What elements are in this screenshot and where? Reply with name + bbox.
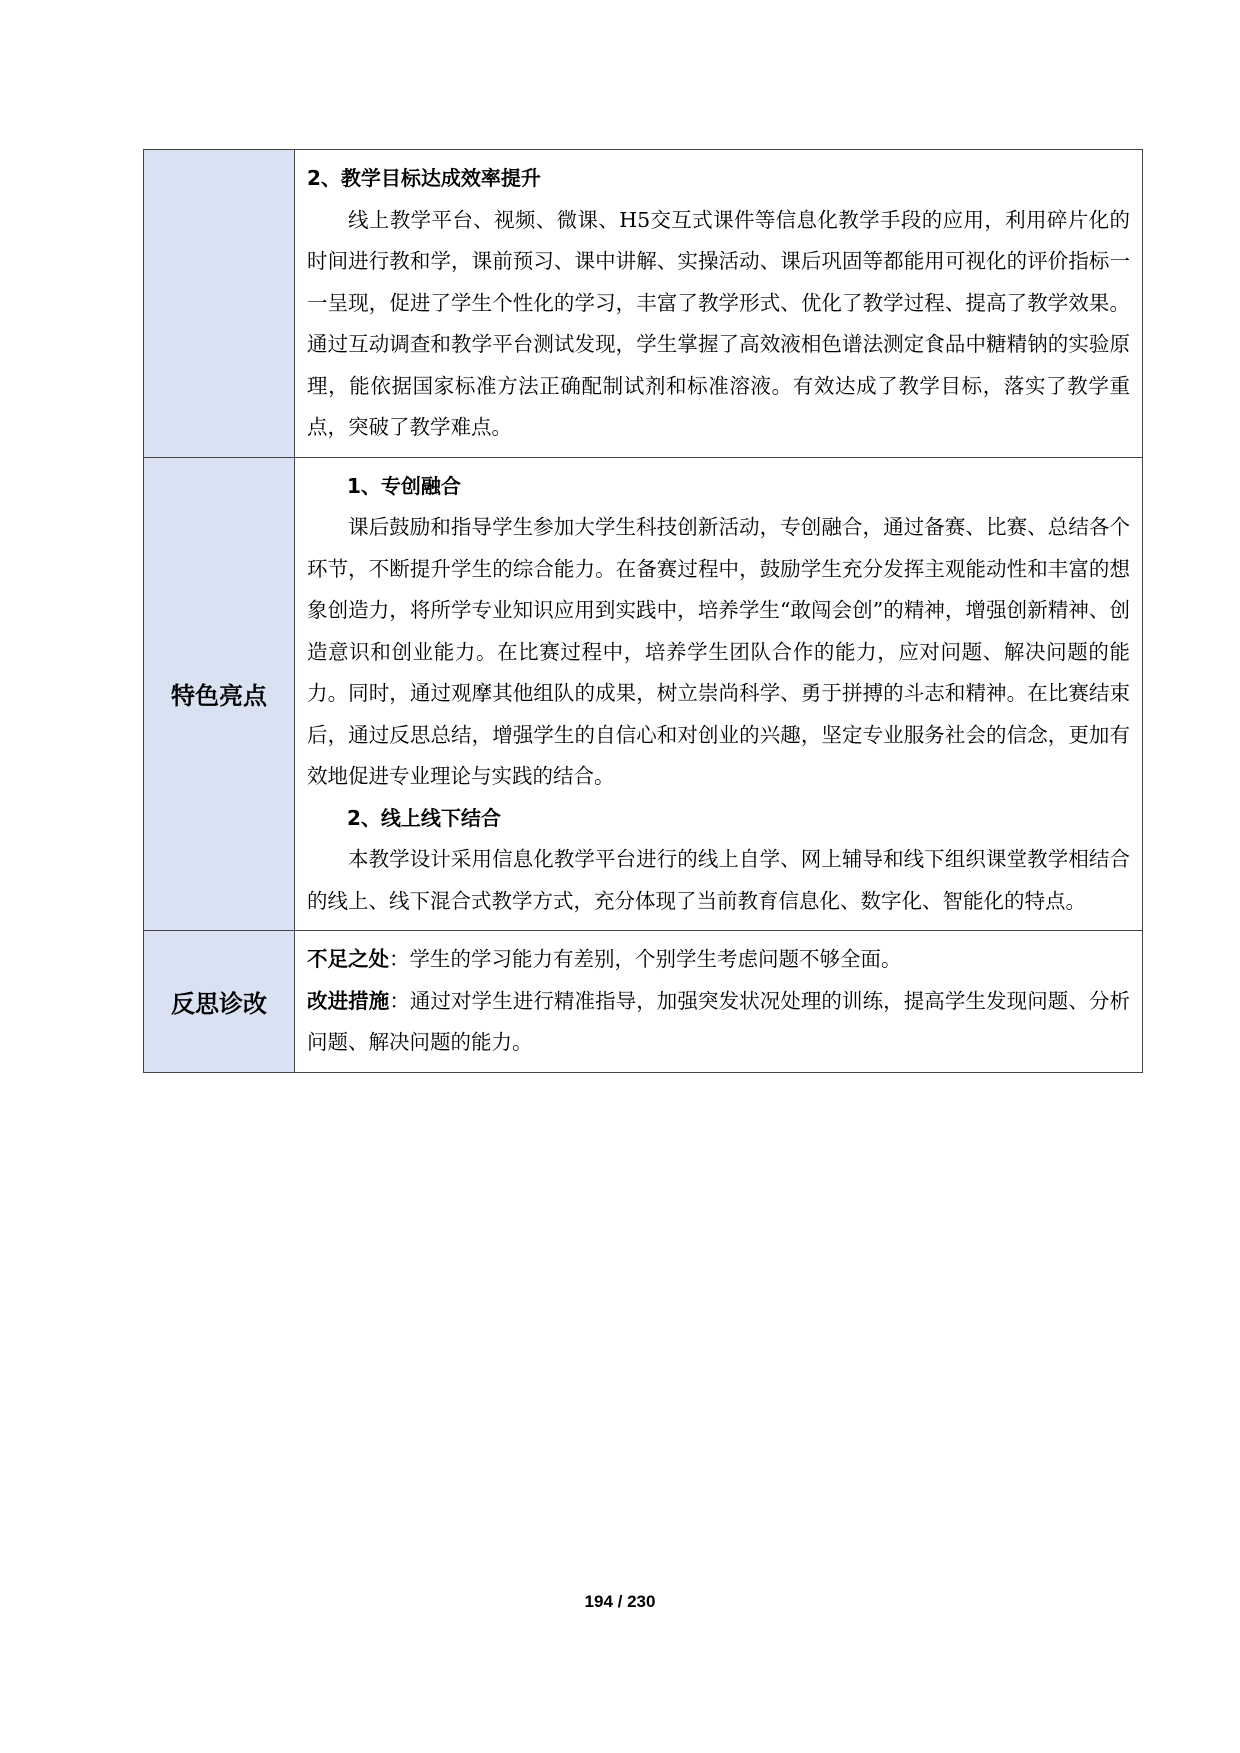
page-number: 194 / 230 <box>584 1592 656 1611</box>
row-label-reflection: 反思诊改 <box>144 931 295 1073</box>
shortcoming-text: ：学生的学习能力有差别，个别学生考虑问题不够全面。 <box>389 947 902 971</box>
improvement-lead: 改进措施 <box>307 988 390 1013</box>
table-row-goal <box>144 150 1143 458</box>
reflection-content <box>295 931 1143 1073</box>
improvement-text: ：通过对学生进行精准指导，加强突发状况处理的训练，提高学生发现问题、分析问题、解决问题的能力。 <box>307 988 1131 1054</box>
improvement-line <box>307 981 1130 1064</box>
row-label-empty <box>144 150 295 458</box>
shortcoming-lead: 不足之处 <box>307 947 389 971</box>
features-heading-2: 2、线上线下结合 <box>347 805 501 830</box>
features-heading-1: 1、专创融合 <box>347 473 461 498</box>
row-label-features: 特色亮点 <box>144 457 295 931</box>
table-row-reflection <box>144 931 1143 1073</box>
features-paragraph-1: 课后鼓励和指导学生参加大学生科技创新活动，专创融合，通过备赛、比赛、总结各个环节，不断提升学生的综合能力。在备赛过程中，鼓励学生充分发挥主观能动性和丰富的想象创造力，将所学专业知识应用到实践中，培养学生“敢闯会创”的精神，增强创新精神、创造意识和创业能力。在比赛过程中，培养学生团队合作的能力，应对问题、解决问题的能力。同时，通过观摩其他组队的成果，树立崇尚科学、勇于拼搏的斗志和精神。在比赛结束后，通过反思总结，增强学生的自信心和对创业的兴趣，坚定专业服务社会的信念，更加有效地促进专业理论与实践的结合。 <box>307 515 1130 788</box>
goal-paragraph: 线上教学平台、视频、微课、H5交互式课件等信息化教学手段的应用，利用碎片化的时间进行教和学，课前预习、课中讲解、实操活动、课后巩固等都能用可视化的评价指标一一呈现，促进了学生个性化的学习，丰富了教学形式、优化了教学过程、提高了教学效果。通过互动调查和教学平台测试发现，学生掌握了高效液相色谱法测定食品中糖精钠的实验原理，能依据国家标准方法正确配制试剂和标准溶液。有效达成了教学目标，落实了教学重点，突破了教学难点。 <box>307 207 1130 439</box>
features-paragraph-2: 本教学设计采用信息化教学平台进行的线上自学、网上辅导和线下组织课堂教学相结合的线上、线下混合式教学方式，充分体现了当前教育信息化、数字化、智能化的特点。 <box>307 847 1130 913</box>
features-content <box>295 457 1143 931</box>
shortcoming-line <box>307 939 1130 981</box>
evaluation-table <box>143 149 1143 1073</box>
goal-content <box>295 150 1143 458</box>
table-row-features <box>144 457 1143 931</box>
goal-heading: 2、教学目标达成效率提升 <box>307 166 541 190</box>
